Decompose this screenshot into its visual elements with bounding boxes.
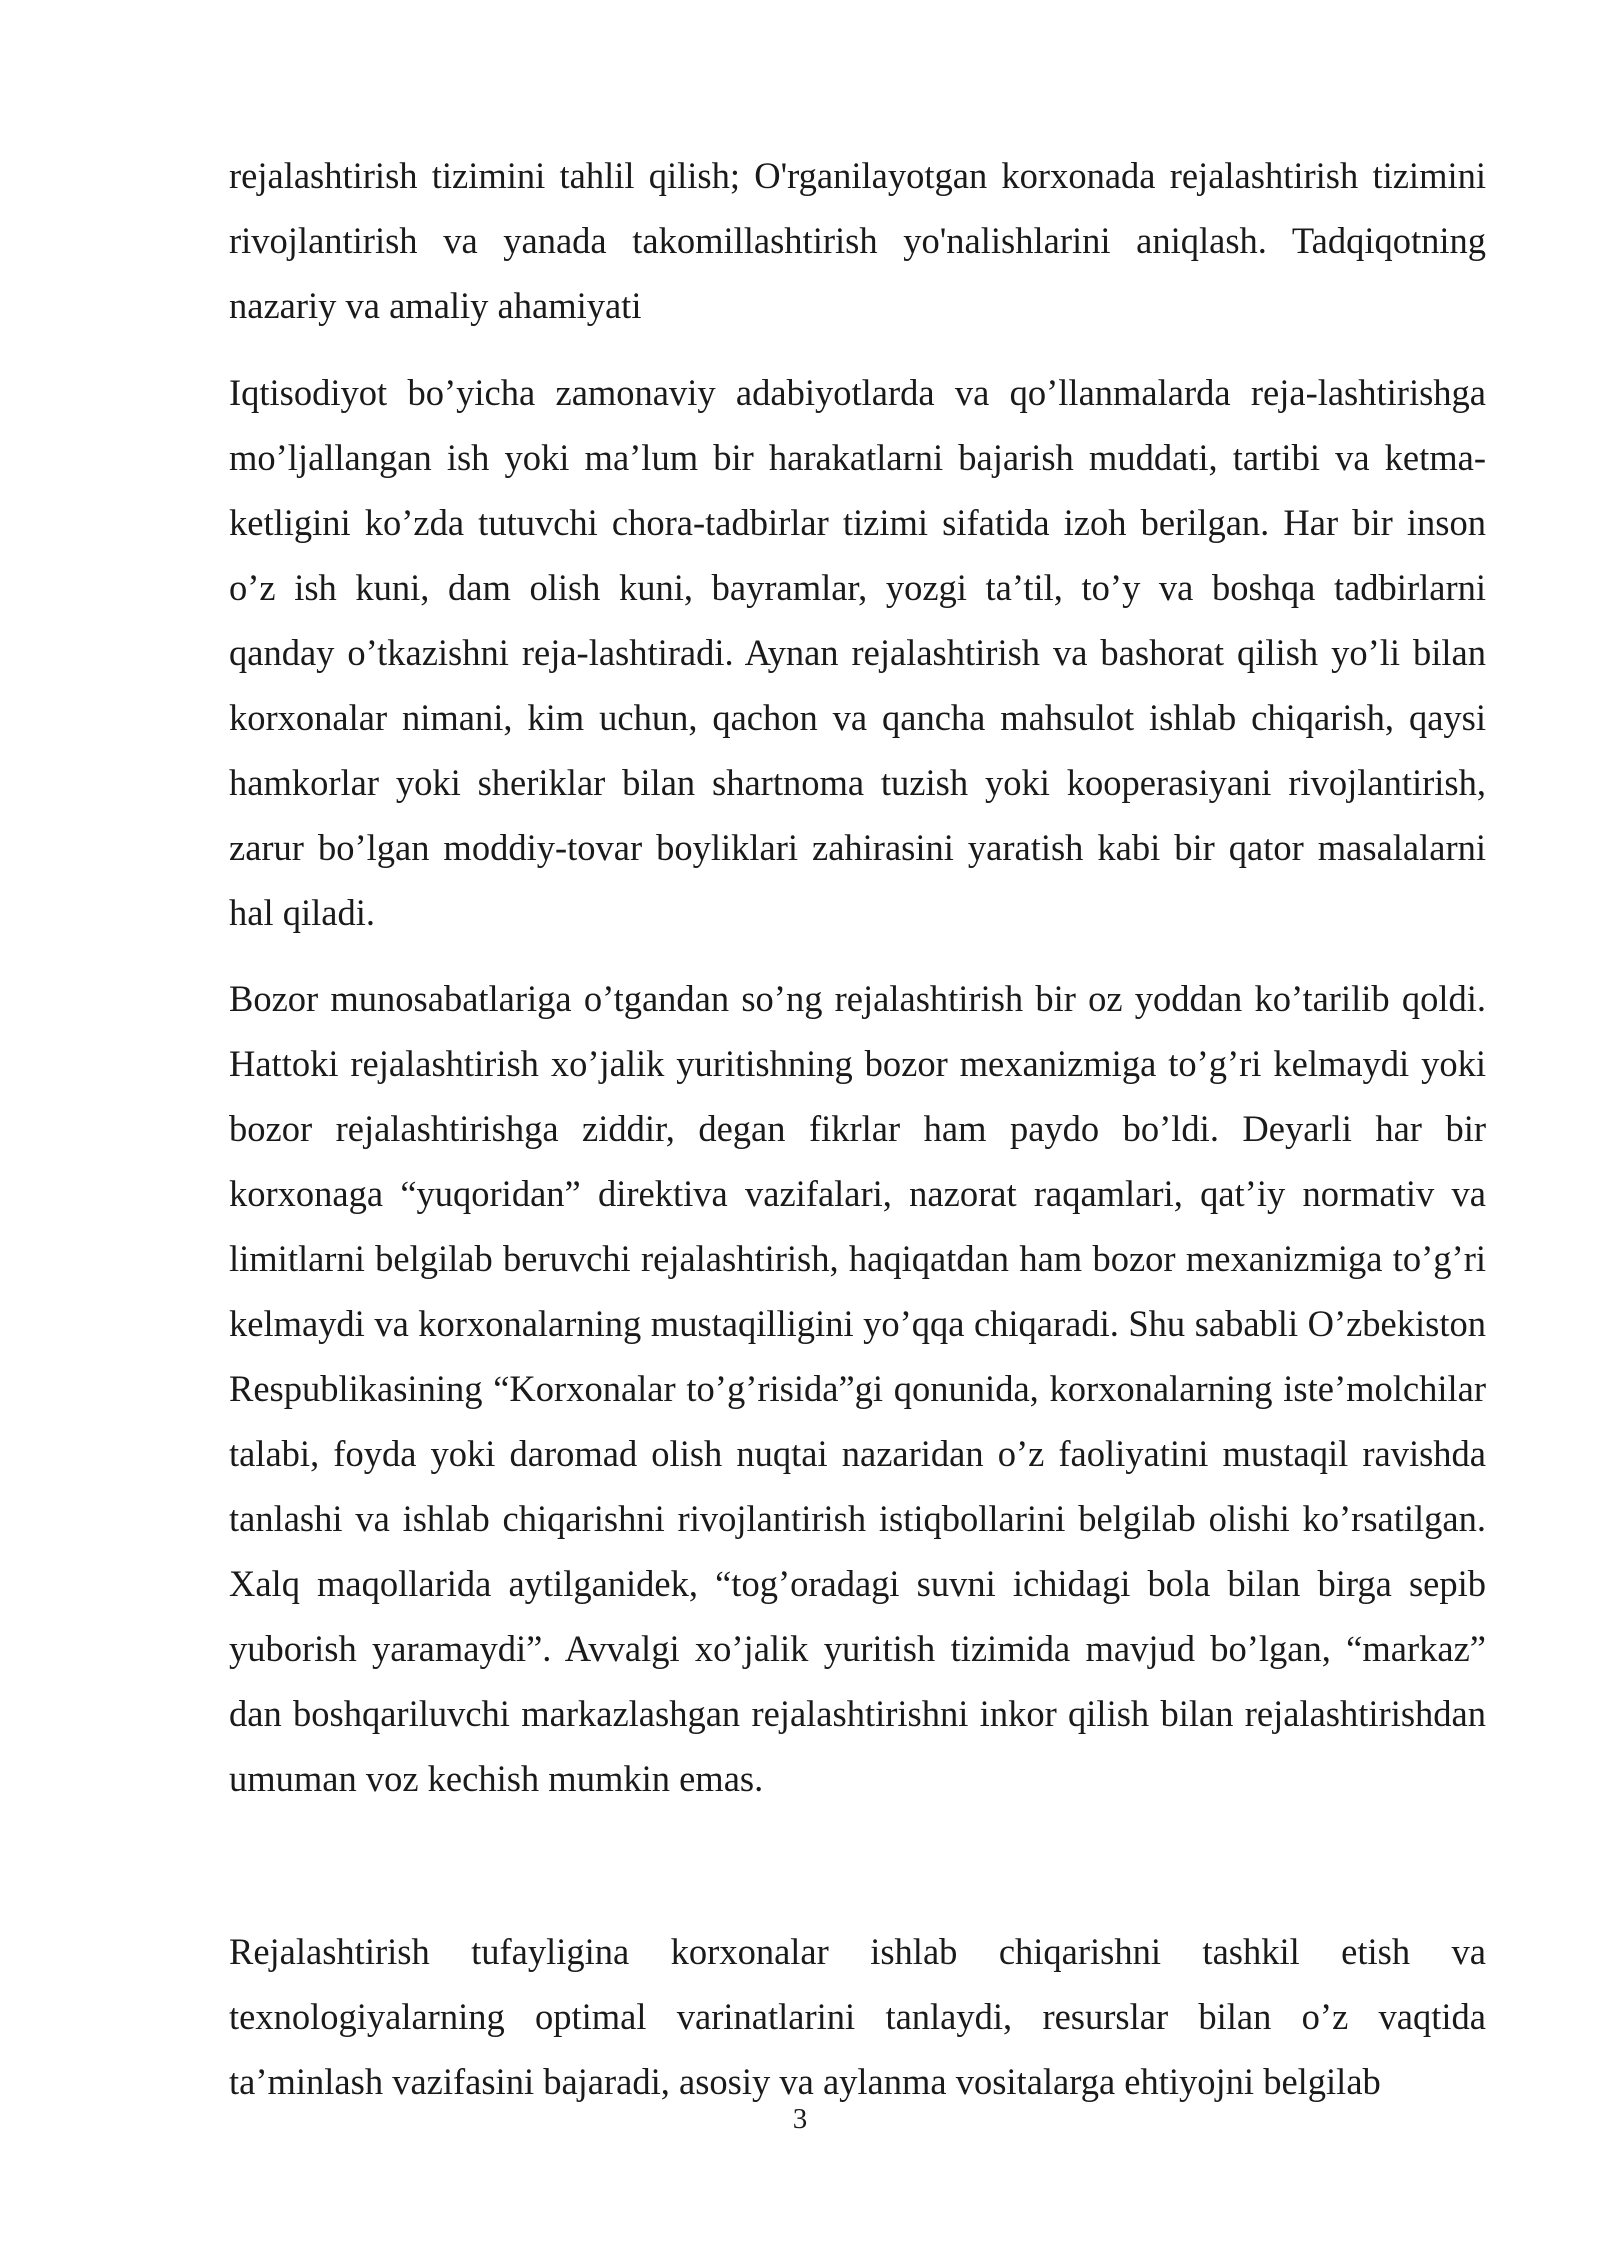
paragraph-market-relations: Bozor munosabatlariga o’tgandan so’ng rejalashtirish bir oz yoddan ko’tarilib qoldi. Hattoki rejalashtirish xo’jalik yuritishning bozor mexanizmiga to’g’ri kelmaydi yoki bozor rejalashtirishga ziddir, degan fikrlar ham paydo bo’ldi. Deyarli har bir korxonaga “yuqoridan” direktiva vazifalari, nazorat raqamlari, qat’iy normativ va limitlarni belgilab beruvchi rejalashtirish, haqiqatdan ham bozor mexanizmiga to’g’ri kelmaydi va korxonalarning mustaqilligini yo’qqa chiqaradi. Shu sababli O’zbekiston Respublikasining “Korxonalar to’g’risida”gi qonunida, korxonalarning iste’molchilar talabi, foyda yoki daromad olish nuqtai nazaridan o’z faoliyatini mustaqil ravishda tanlashi va ishlab chiqarishni rivojlantirish istiqbollarini belgilab olishi ko’rsatilgan. Xalq maqollarida aytilganidek, “tog’oradagi suvni ichidagi bola bilan birga sepib yuborish yaramaydi”. Avvalgi xo’jalik yuritish tizimida mavjud bo’lgan, “markaz” dan boshqariluvchi markazlashgan rejalashtirishni inkor qilish bilan rejalashtirishdan umuman voz kechish mumkin emas. xyxy=(229,978,1486,1799)
paragraph-planning-benefits: Rejalashtirish tufayligina korxonalar ishlab chiqarishni tashkil etish va texnologiyalarning optimal varinatlarini tanlaydi, resurslar bilan o’z vaqtida ta’minlash vazifasini bajaradi, asosiy va aylanma vositalarga ehtiyojni belgilab xyxy=(229,1931,1486,2102)
paragraph-intro-continuation: rejalashtirish tizimini tahlil qilish; O'rganilayotgan korxonada rejalashtirish tizimini rivojlantirish va yanada takomillashtirish yo'nalishlarini aniqlash. Tadqiqotning nazariy va amaliy ahamiyati xyxy=(229,155,1486,326)
paragraph-planning-definition: Iqtisodiyot bo’yicha zamonaviy adabiyotlarda va qo’llanmalarda reja-lashtirishga mo’ljallangan ish yoki ma’lum bir harakatlarni bajarish muddati, tartibi va ketma-ketligini ko’zda tutuvchi chora-tadbirlar tizimi sifatida izoh berilgan. Har bir inson o’z ish kuni, dam olish kuni, bayramlar, yozgi ta’til, to’y va boshqa tadbirlarni qanday o’tkazishni reja-lashtiradi. Aynan rejalashtirish va bashorat qilish yo’li bilan korxonalar nimani, kim uchun, qachon va qancha mahsulot ishlab chiqarish, qaysi hamkorlar yoki sheriklar bilan shartnoma tuzish yoki kooperasiyani rivojlantirish, zarur bo’lgan moddiy-tovar boyliklari zahirasini yaratish kabi bir qator masalalarni hal qiladi. xyxy=(229,372,1486,933)
page-number: 3 xyxy=(792,2103,808,2135)
